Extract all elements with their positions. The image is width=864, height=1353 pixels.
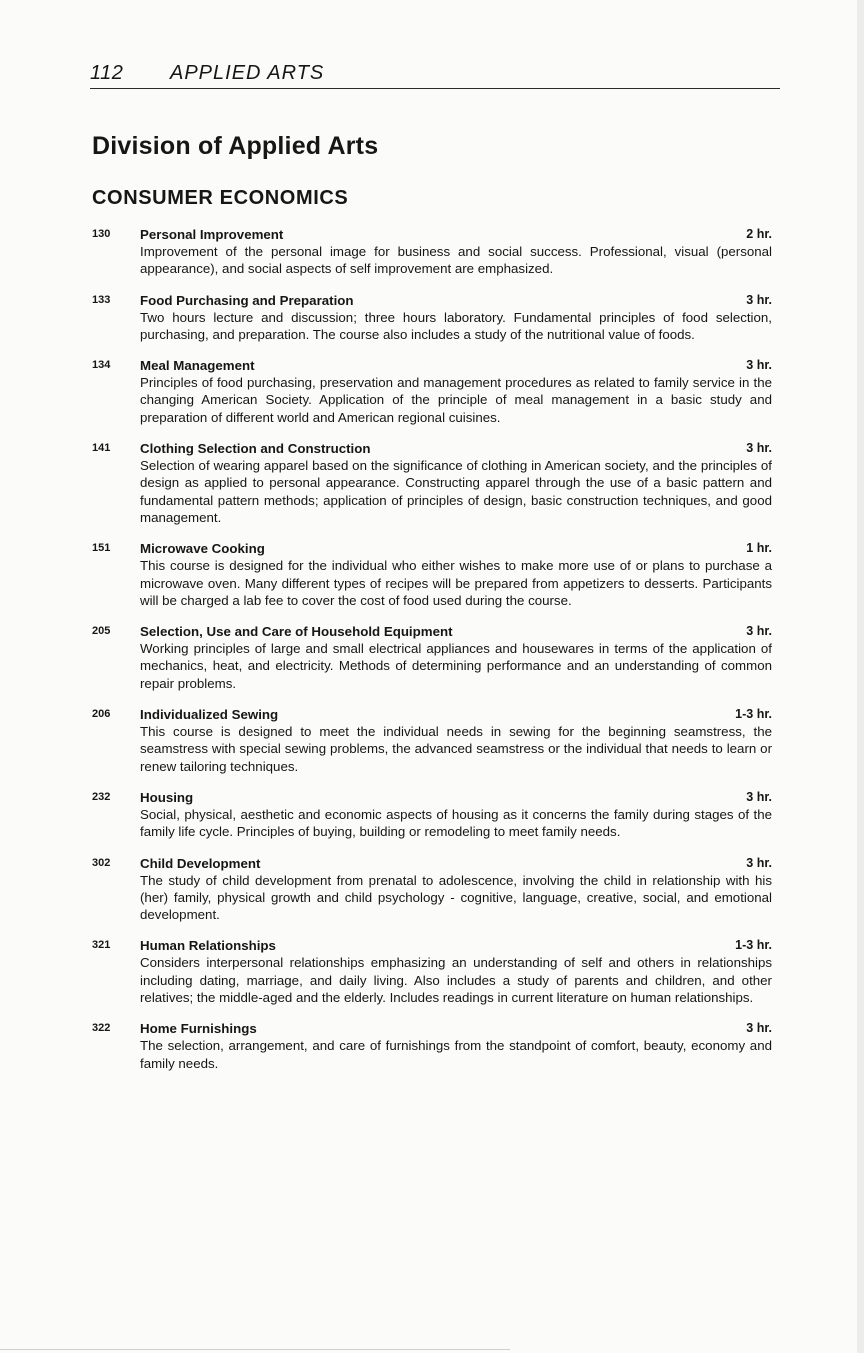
course-title: Human Relationships [140, 938, 276, 954]
course-number: 321 [92, 939, 111, 952]
page-number: 112 [90, 62, 124, 84]
course-heading [140, 855, 772, 872]
course-description: This course is designed for the individual who either wishes to make more use of or plans to purchase a microwave oven. Many different types of recipes will be prepared from appetizers to desserts. Participants will be charged a lab fee to cover the cost of food used during the course. [140, 558, 772, 608]
course-list [92, 226, 772, 1086]
course-hours: 1 hr. [746, 541, 772, 556]
course-hours: 3 hr. [746, 789, 772, 804]
course-number: 205 [92, 625, 111, 638]
running-section-title: APPLIED ARTS [170, 62, 325, 84]
course-description: Selection of wearing apparel based on the significance of clothing in American society, and the principles of design as applied to personal appearance. Constructing apparel through the use of a basic pattern and fundamental pattern methods; application of principles of design, basic construction techniques, and good management. [140, 458, 772, 525]
course-heading [140, 937, 772, 954]
course-description: The study of child development from prenatal to adolescence, involving the child in relationship with his (her) family, physical growth and child psychology - cognitive, language, creative, social, and emotional development. [140, 872, 772, 923]
course-title: Selection, Use and Care of Household Equipment [140, 624, 453, 640]
course-number: 141 [92, 442, 111, 455]
course-description: Principles of food purchasing, preservation and management procedures as related to family service in the changing American Society. Application of the principle of meal management in a basic study and preparation of different world and American regional cuisines. [140, 375, 772, 425]
course-number: 322 [92, 1022, 111, 1035]
course-hours: 3 hr. [746, 1021, 772, 1036]
division-title: Division of Applied Arts [92, 132, 379, 160]
course-body [140, 292, 772, 344]
course-title: Housing [140, 789, 194, 805]
course-heading [140, 292, 772, 309]
course-heading [140, 789, 772, 806]
course-hours: 3 hr. [746, 855, 772, 870]
course-description: This course is designed to meet the individual needs in sewing for the beginning seamstress, the seamstress with special sewing problems, the advanced seamstress or the individual that needs to learn or renew tailoring techniques. [140, 724, 772, 774]
course-entry [92, 789, 772, 841]
course-entry [92, 1020, 772, 1072]
course-body [140, 789, 772, 841]
course-hours: 3 hr. [746, 441, 772, 456]
course-entry [92, 292, 772, 344]
course-description: Considers interpersonal relationships emphasizing an understanding of self and others in relationships including dating, marriage, and daily living. Also includes a study of parents and children, and other relatives; the middle-aged and the elderly. Includes readings in current literature on human relationships. [140, 955, 772, 1006]
course-heading [140, 357, 772, 374]
course-heading [140, 1020, 772, 1037]
course-title: Clothing Selection and Construction [140, 441, 371, 457]
course-heading [140, 706, 772, 723]
course-number: 232 [92, 790, 111, 803]
course-title: Meal Management [140, 358, 255, 374]
course-description: Working principles of large and small electrical appliances and housewares in terms of the application of mechanics, heat, and electricity. Methods of determining performance and an understanding of common repair problems. [140, 641, 772, 691]
course-body [140, 357, 772, 426]
course-body [140, 540, 772, 609]
course-title: Food Purchasing and Preparation [140, 292, 354, 308]
course-hours: 3 hr. [746, 624, 772, 639]
course-entry [92, 357, 772, 426]
bottom-divider [0, 1349, 510, 1350]
section-title: CONSUMER ECONOMICS [92, 187, 349, 209]
course-description: Improvement of the personal image for business and social success. Professional, visual (personal appearance), and social aspects of self improvement are emphasized. [140, 244, 772, 277]
course-body [140, 855, 772, 924]
course-title: Child Development [140, 855, 261, 871]
course-body [140, 1020, 772, 1072]
course-number: 130 [92, 228, 111, 240]
running-header [90, 58, 780, 89]
course-number: 302 [92, 856, 111, 869]
course-number: 206 [92, 708, 111, 721]
course-hours: 3 hr. [746, 358, 772, 373]
course-body [140, 226, 772, 278]
course-hours: 3 hr. [746, 292, 772, 307]
course-entry [92, 706, 772, 775]
course-entry [92, 540, 772, 609]
course-body [140, 623, 772, 692]
course-title: Microwave Cooking [140, 541, 265, 557]
course-description: Two hours lecture and discussion; three hours laboratory. Fundamental principles of food selection, purchasing, and preparation. The course also includes a study of the nutritional value of foods. [140, 309, 772, 342]
course-hours: 2 hr. [746, 227, 772, 241]
course-hours: 1-3 hr. [735, 707, 772, 722]
course-title: Home Furnishings [140, 1021, 257, 1037]
course-title: Personal Improvement [140, 227, 284, 242]
course-number: 134 [92, 359, 111, 372]
course-entry [92, 440, 772, 526]
course-heading [140, 540, 772, 557]
page-edge-shadow [857, 0, 864, 1353]
course-body [140, 937, 772, 1006]
course-title: Individualized Sewing [140, 707, 279, 723]
course-entry [92, 623, 772, 692]
course-description: The selection, arrangement, and care of furnishings from the standpoint of comfort, beauty, economy and family needs. [140, 1038, 772, 1071]
course-entry [92, 855, 772, 924]
course-entry [92, 226, 772, 278]
course-number: 133 [92, 293, 111, 306]
course-body [140, 706, 772, 775]
course-hours: 1-3 hr. [735, 938, 772, 953]
course-description: Social, physical, aesthetic and economic aspects of housing as it concerns the family during stages of the family life cycle. Principles of buying, building or remodeling to meet family needs. [140, 806, 772, 840]
course-body [140, 440, 772, 526]
course-heading [140, 623, 772, 640]
course-entry [92, 937, 772, 1006]
course-number: 151 [92, 542, 111, 555]
course-heading [140, 440, 772, 457]
course-heading [140, 226, 772, 243]
